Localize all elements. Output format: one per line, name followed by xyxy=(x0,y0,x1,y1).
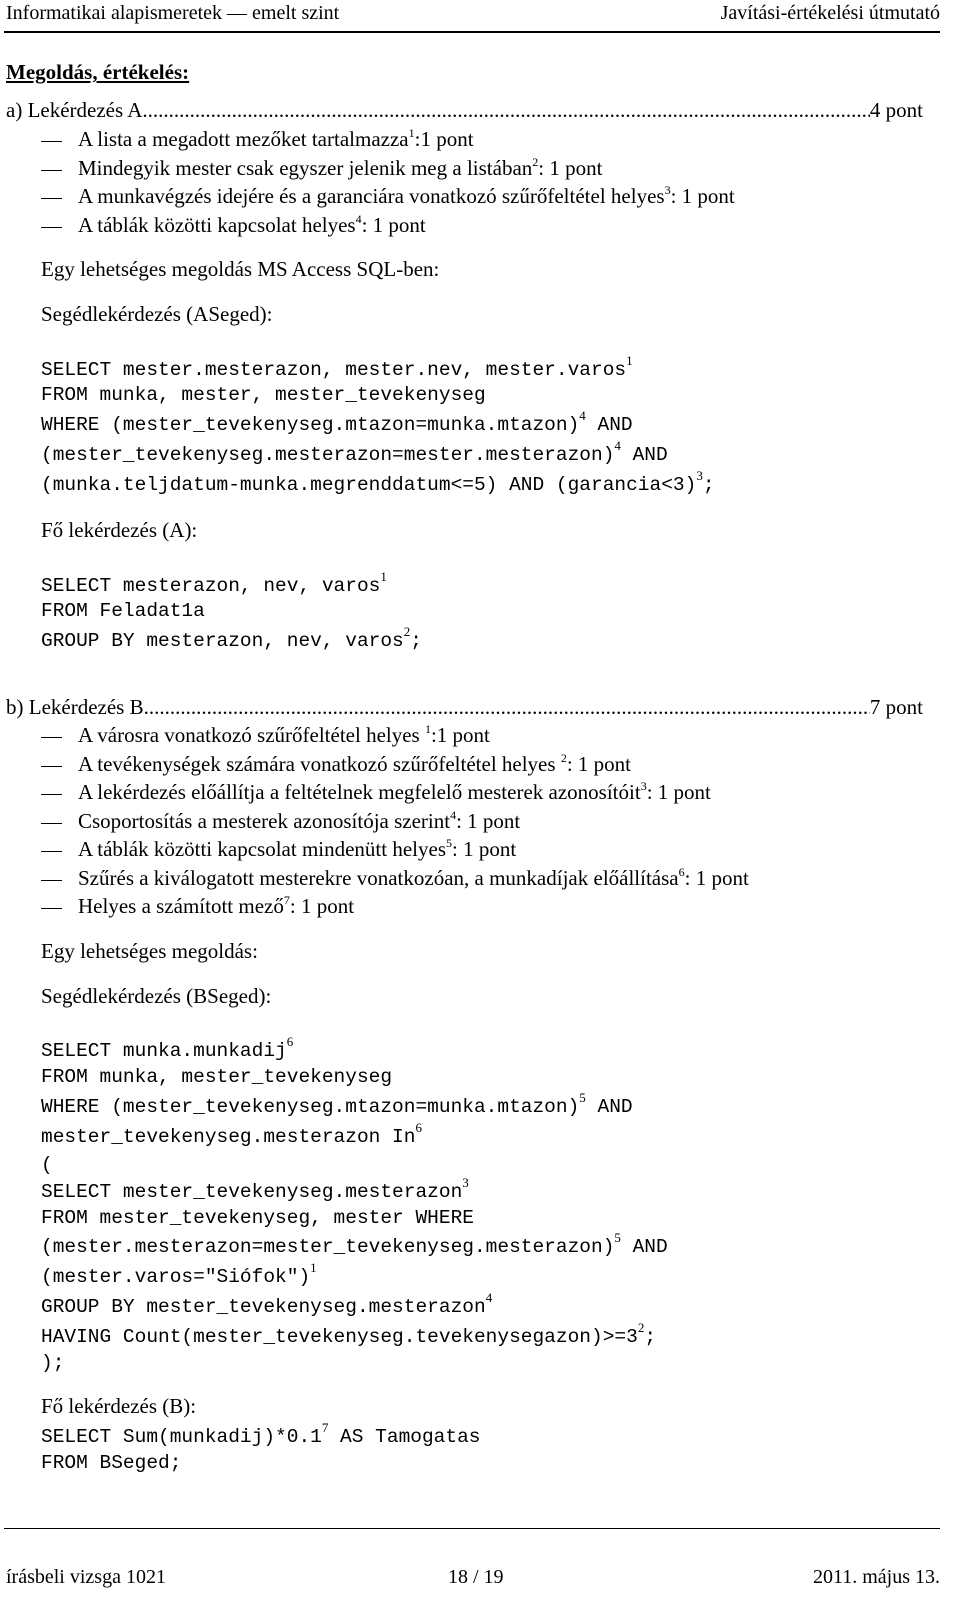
footnote-marker: 7 xyxy=(321,1420,329,1435)
part-b-heading xyxy=(6,694,923,720)
section-title: Megoldás, értékelés: xyxy=(6,60,190,84)
sql-text: SELECT mester_tevekenyseg.mesterazon xyxy=(41,1181,463,1203)
criterion-item xyxy=(78,722,490,751)
sql-tail: ; xyxy=(410,630,422,652)
page-header xyxy=(6,2,940,28)
sql-line xyxy=(41,598,205,624)
footer-page-number: 18 / 19 xyxy=(448,1566,504,1588)
bullet-dash xyxy=(41,908,62,909)
sql-text: FROM BSeged; xyxy=(41,1452,182,1474)
leader-dots xyxy=(144,694,870,720)
sql-tail: AND xyxy=(585,1096,633,1118)
sql-line xyxy=(41,353,633,384)
criterion-points: : 1 pont xyxy=(646,780,711,804)
part-a-sub-title: Segédlekérdezés (ASeged): xyxy=(41,302,273,326)
sql-line xyxy=(41,1034,294,1065)
criterion-text: Szűrés a kiválogatott mesterekre vonatkozóan, a munkadíjak előállítása xyxy=(78,865,679,890)
footnote-marker: 5 xyxy=(614,1230,621,1245)
sql-line xyxy=(41,1260,317,1291)
footer-date: 2011. május 13. xyxy=(812,1566,940,1588)
criterion-item xyxy=(78,865,749,894)
footnote-marker: 5 xyxy=(579,1090,586,1105)
footnote-marker: 3 xyxy=(696,468,703,483)
footnote-marker: 4 xyxy=(450,807,457,822)
part-b-label: b) Lekérdezés B xyxy=(6,695,144,719)
bullet-dash xyxy=(41,823,62,824)
footer-rule xyxy=(4,1528,940,1529)
criterion-points: :1 pont xyxy=(430,723,490,747)
sql-text: (mester_tevekenyseg.mesterazon=mester.mesterazon) xyxy=(41,444,615,466)
sql-line xyxy=(41,1420,481,1451)
footnote-marker: 4 xyxy=(614,438,621,453)
criterion-item xyxy=(78,808,520,837)
criterion-item xyxy=(78,183,735,212)
bullet-dash xyxy=(41,170,62,171)
sql-line xyxy=(41,408,633,439)
footnote-marker: 4 xyxy=(485,1290,493,1305)
part-b-main-title: Fő lekérdezés (B): xyxy=(41,1394,197,1418)
criterion-item xyxy=(78,893,354,922)
sql-text: FROM munka, mester_tevekenyseg xyxy=(41,1066,393,1088)
sql-line xyxy=(41,468,715,499)
sql-text: WHERE (mester_tevekenyseg.mtazon=munka.mtazon) xyxy=(41,1096,580,1118)
footnote-marker: 1 xyxy=(424,722,431,736)
footer-left: írásbeli vizsga 1021 xyxy=(6,1566,166,1588)
sql-line xyxy=(41,1290,493,1321)
sql-text: WHERE (mester_tevekenyseg.mtazon=munka.mtazon) xyxy=(41,414,580,436)
sql-line xyxy=(41,382,486,408)
part-b-sub-title: Segédlekérdezés (BSeged): xyxy=(41,984,272,1008)
part-a-solution-intro: Egy lehetséges megoldás MS Access SQL-ben: xyxy=(41,257,440,281)
sql-text: (munka.teljdatum-munka.megrenddatum<=5) AND (garancia<3) xyxy=(41,474,697,496)
criterion-points: : 1 pont xyxy=(684,865,749,890)
footnote-marker: 6 xyxy=(678,864,685,879)
sql-text: (mester.mesterazon=mester_tevekenyseg.mesterazon) xyxy=(41,1236,615,1258)
sql-line xyxy=(41,1230,668,1261)
sql-text: (mester.varos="Siófok") xyxy=(41,1266,311,1288)
header-rule xyxy=(4,31,940,33)
sql-tail: AS Tamogatas xyxy=(328,1426,481,1448)
sql-text: ); xyxy=(41,1352,65,1374)
criterion-item xyxy=(78,836,516,865)
sql-text: GROUP BY mester_tevekenyseg.mesterazon xyxy=(41,1296,486,1318)
part-b-solution-intro: Egy lehetséges megoldás: xyxy=(41,939,258,963)
footnote-marker: 6 xyxy=(286,1034,294,1049)
sql-text: GROUP BY mesterazon, nev, varos xyxy=(41,630,404,652)
footnote-marker: 3 xyxy=(664,183,671,197)
sql-tail: ; xyxy=(702,474,715,496)
footnote-marker: 1 xyxy=(626,353,633,368)
criterion-points: : 1 pont xyxy=(289,894,355,918)
footnote-marker: 7 xyxy=(283,893,290,907)
part-a-heading xyxy=(6,97,923,123)
footnote-marker: 2 xyxy=(560,750,567,765)
part-a-label: a) Lekérdezés A xyxy=(6,98,143,122)
sql-line xyxy=(41,438,668,469)
footnote-marker: 4 xyxy=(355,211,362,226)
criterion-points: : 1 pont xyxy=(538,155,603,180)
sql-line xyxy=(41,1152,53,1178)
footnote-marker: 6 xyxy=(415,1120,422,1135)
criterion-item xyxy=(78,155,602,184)
criterion-points: : 1 pont xyxy=(670,184,735,208)
leader-dots xyxy=(142,97,869,123)
criterion-points: : 1 pont xyxy=(456,808,521,833)
sql-line xyxy=(41,1450,181,1476)
sql-text: FROM mester_tevekenyseg, mester WHERE xyxy=(41,1207,474,1229)
footnote-marker: 2 xyxy=(532,154,539,169)
sql-line xyxy=(41,624,422,655)
criterion-points: : 1 pont xyxy=(452,837,517,861)
criterion-item xyxy=(78,779,711,808)
bullet-dash xyxy=(41,851,62,852)
sql-line xyxy=(41,1175,469,1206)
sql-text: FROM munka, mester, mester_tevekenyseg xyxy=(41,384,486,406)
sql-text: ( xyxy=(41,1154,53,1176)
part-a-points: 4 pont xyxy=(869,98,923,122)
footnote-marker: 4 xyxy=(579,408,586,423)
footnote-marker: 2 xyxy=(403,624,411,639)
sql-text: SELECT mesterazon, nev, varos xyxy=(41,575,381,597)
sql-line xyxy=(41,1320,657,1351)
part-a-main-title: Fő lekérdezés (A): xyxy=(41,518,198,542)
footnote-marker: 5 xyxy=(446,836,453,850)
criterion-item xyxy=(78,751,631,780)
sql-text: HAVING Count(mester_tevekenyseg.tevekenysegazon)>=3 xyxy=(41,1326,638,1348)
bullet-dash xyxy=(41,227,62,228)
criterion-item xyxy=(78,126,474,155)
criterion-text: A táblák közötti kapcsolat helyes xyxy=(78,212,356,237)
criterion-text: A lista a megadott mezőket tartalmazza xyxy=(78,127,409,151)
criterion-text: A táblák közötti kapcsolat mindenütt helyes xyxy=(78,837,447,861)
sql-text: mester_tevekenyseg.mesterazon In xyxy=(41,1126,416,1148)
criterion-points: : 1 pont xyxy=(361,212,426,237)
criterion-points: :1 pont xyxy=(414,127,474,151)
footnote-marker: 3 xyxy=(640,779,647,793)
sql-tail: AND xyxy=(620,1236,668,1258)
bullet-dash xyxy=(41,198,62,199)
bullet-dash xyxy=(41,737,62,738)
sql-tail: AND xyxy=(620,444,668,466)
criterion-text: A munkavégzés idejére és a garanciára vonatkozó szűrőfeltétel helyes xyxy=(78,184,665,208)
sql-text: SELECT mester.mesterazon, mester.nev, mester.varos xyxy=(41,359,627,381)
criterion-text: Helyes a számított mező xyxy=(78,894,284,918)
sql-line xyxy=(41,1064,392,1090)
footnote-marker: 2 xyxy=(637,1320,645,1335)
sql-tail: AND xyxy=(585,414,633,436)
sql-text: FROM Feladat1a xyxy=(41,600,205,622)
sql-line xyxy=(41,1120,422,1151)
criterion-text: A lekérdezés előállítja a feltételnek megfelelő mesterek azonosítóit xyxy=(78,780,641,804)
header-left: Informatikai alapismeretek — emelt szint xyxy=(6,2,340,24)
part-b-points: 7 pont xyxy=(869,695,923,719)
bullet-dash xyxy=(41,141,62,142)
sql-line xyxy=(41,1350,64,1376)
criterion-item xyxy=(78,212,426,241)
criterion-text: A városra vonatkozó szűrőfeltétel helyes xyxy=(78,723,425,747)
footnote-marker: 1 xyxy=(408,126,415,140)
sql-text: SELECT munka.munkadij xyxy=(41,1040,287,1062)
sql-text: SELECT Sum(munkadij)*0.1 xyxy=(41,1426,322,1448)
footnote-marker: 1 xyxy=(310,1260,317,1275)
bullet-dash xyxy=(41,880,62,881)
criterion-points: : 1 pont xyxy=(566,751,631,776)
bullet-dash xyxy=(41,766,62,767)
sql-line xyxy=(41,569,387,600)
header-right: Javítási-értékelési útmutató xyxy=(720,2,940,24)
page-footer xyxy=(6,1566,940,1592)
criterion-text: A tevékenységek számára vonatkozó szűrőfeltétel helyes xyxy=(78,751,561,776)
footnote-marker: 3 xyxy=(462,1175,469,1190)
footnote-marker: 1 xyxy=(380,569,387,584)
criterion-text: Csoportosítás a mesterek azonosítója szerint xyxy=(78,808,451,833)
criterion-text: Mindegyik mester csak egyszer jelenik meg a listában xyxy=(78,155,533,180)
sql-tail: ; xyxy=(644,1326,657,1348)
sql-line xyxy=(41,1205,474,1231)
bullet-dash xyxy=(41,794,62,795)
sql-line xyxy=(41,1090,633,1121)
